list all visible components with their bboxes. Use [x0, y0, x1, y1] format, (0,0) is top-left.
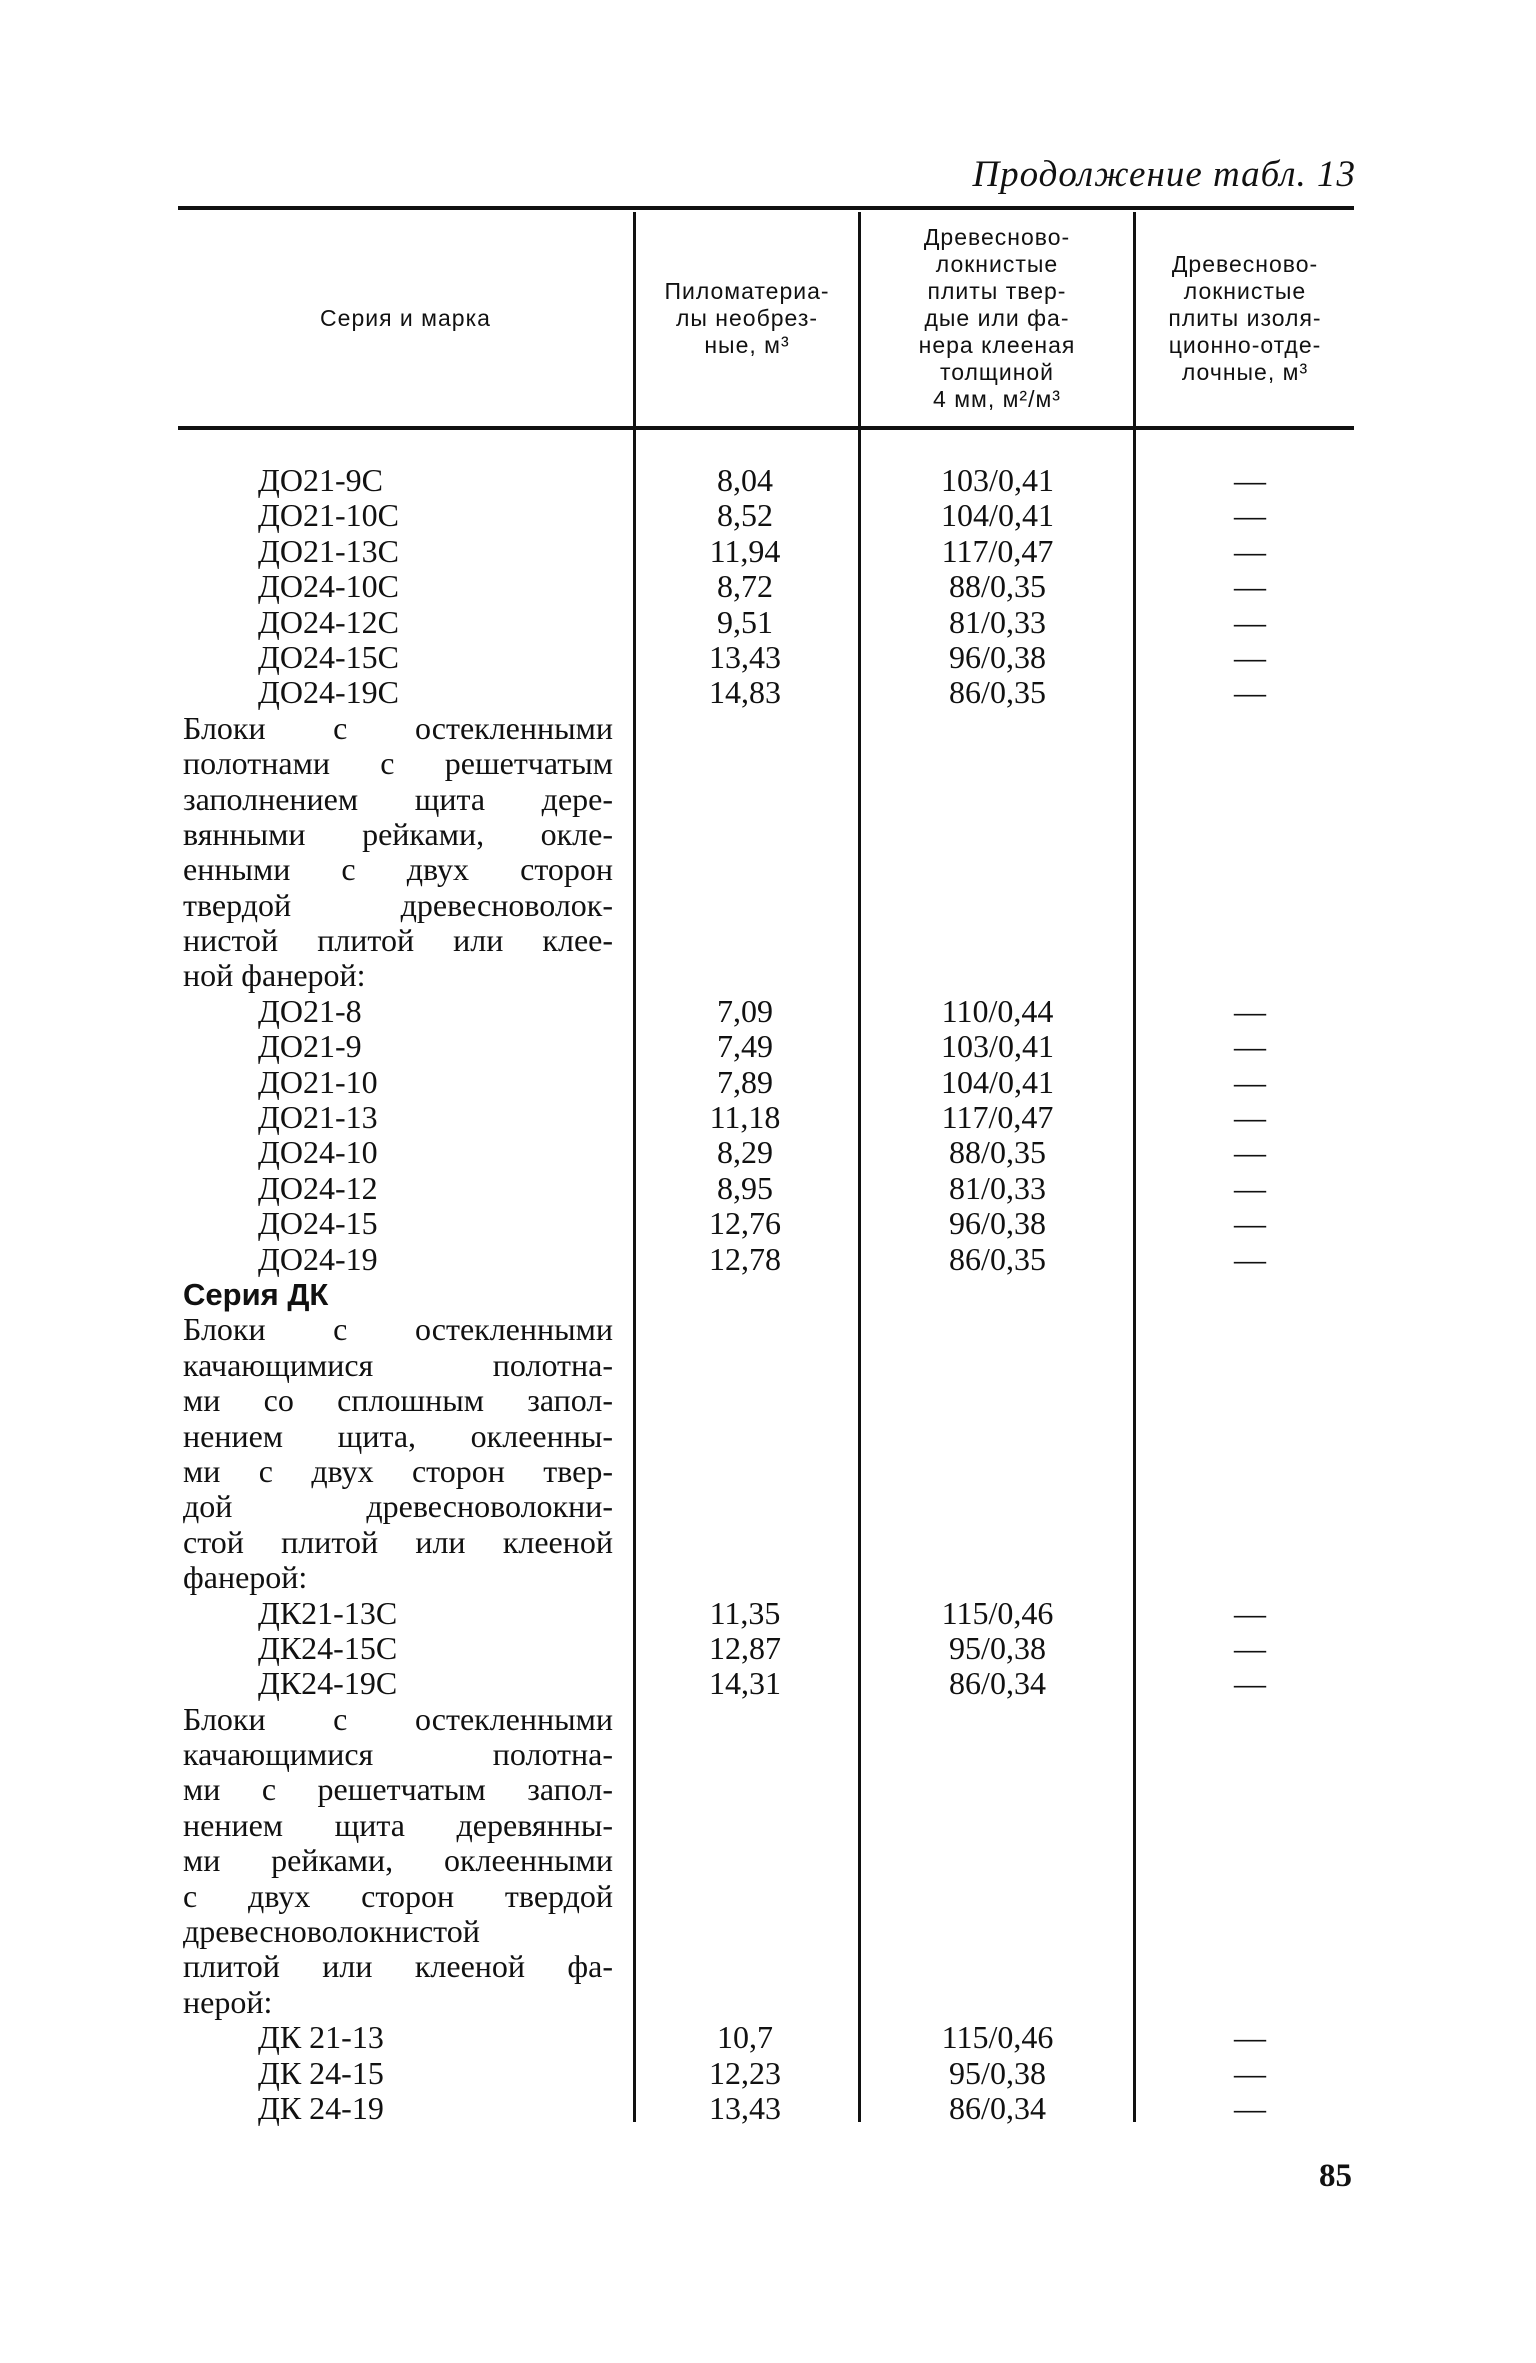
insulating-fiberboard-value: — [1234, 992, 1266, 1029]
hard-fiberboard-value: 104/0,41 [941, 497, 1054, 534]
lumber-value: 10,7 [717, 2019, 773, 2056]
table-row [0, 498, 1536, 533]
table-row [0, 640, 1536, 675]
insulating-fiberboard-value: — [1234, 1028, 1266, 1065]
lumber-value: 7,89 [717, 1063, 773, 1100]
description-line: ной фанерой: [183, 957, 366, 994]
table-row [0, 1843, 1536, 1878]
header-lumber-text: Пиломатериа- лы необрез- ные, м³ [664, 277, 830, 358]
description-line: енными с двух сторон [183, 851, 613, 888]
insulating-fiberboard-value: — [1234, 1134, 1266, 1171]
description-line: Блоки с остекленными [183, 709, 613, 746]
description-line: нерой: [183, 1983, 273, 2020]
insulating-fiberboard-value: — [1234, 603, 1266, 640]
table-row [0, 1596, 1536, 1631]
description-line: дой древесноволокни- [183, 1488, 613, 1525]
table-row [0, 1065, 1536, 1100]
mark-name: ДО21-13 [258, 1099, 378, 1136]
mark-name: ДК 21-13 [258, 2019, 384, 2056]
mark-name: ДК 24-19 [258, 2089, 384, 2126]
lumber-value: 9,51 [717, 603, 773, 640]
table-row [0, 1419, 1536, 1454]
description-line: качающимися полотна- [183, 1736, 613, 1773]
description-line: древесноволокнистой [183, 1913, 480, 1950]
insulating-fiberboard-value: — [1234, 674, 1266, 711]
lumber-value: 8,29 [717, 1134, 773, 1171]
table-row [0, 1631, 1536, 1666]
table-row [0, 1383, 1536, 1418]
lumber-value: 12,78 [709, 1240, 781, 1277]
insulating-fiberboard-value: — [1234, 532, 1266, 569]
hard-fiberboard-value: 95/0,38 [949, 2054, 1046, 2091]
mark-name: ДО24-12 [258, 1169, 378, 1206]
table-row [0, 817, 1536, 852]
lumber-value: 7,49 [717, 1028, 773, 1065]
table-row [0, 782, 1536, 817]
description-line: плитой или клееной фа- [183, 1948, 613, 1985]
table-row [0, 1808, 1536, 1843]
mark-name: ДО21-10С [258, 497, 399, 534]
lumber-value: 14,83 [709, 674, 781, 711]
mark-name: ДО24-19С [258, 674, 399, 711]
lumber-value: 8,04 [717, 462, 773, 498]
hard-fiberboard-value: 103/0,41 [941, 1028, 1054, 1065]
insulating-fiberboard-value: — [1234, 568, 1266, 605]
table-row [0, 1100, 1536, 1135]
description-line: ми рейками, оклеенными [183, 1842, 613, 1879]
mark-name: ДО24-12С [258, 603, 399, 640]
hard-fiberboard-value: 86/0,35 [949, 1240, 1046, 1277]
mark-name: ДО21-8 [258, 992, 362, 1029]
insulating-fiberboard-value: — [1234, 1240, 1266, 1277]
table-row [0, 1277, 1536, 1312]
mark-name: ДК21-13С [258, 1594, 398, 1631]
table-row [0, 1206, 1536, 1241]
lumber-value: 8,95 [717, 1169, 773, 1206]
insulating-fiberboard-value: — [1234, 1169, 1266, 1206]
hard-fiberboard-value: 86/0,34 [949, 2089, 1046, 2126]
lumber-value: 13,43 [709, 638, 781, 675]
mark-name: ДО21-9 [258, 1028, 362, 1065]
table-row [0, 888, 1536, 923]
insulating-fiberboard-value: — [1234, 2089, 1266, 2126]
insulating-fiberboard-value: — [1234, 1099, 1266, 1136]
insulating-fiberboard-value: — [1234, 462, 1266, 498]
header-hard-fiberboard-text: Древесново- локнистые плиты твер- дые или фа- нера клееная толщиной 4 мм, м²/м³ [918, 223, 1076, 412]
header-insulating-fiberboard [1136, 212, 1354, 424]
hard-fiberboard-value: 103/0,41 [941, 462, 1054, 498]
table-row [0, 711, 1536, 746]
hard-fiberboard-value: 95/0,38 [949, 1629, 1046, 1666]
description-line: твердой древесноволок- [183, 886, 613, 923]
insulating-fiberboard-value: — [1234, 2054, 1266, 2091]
insulating-fiberboard-value: — [1234, 1063, 1266, 1100]
hard-fiberboard-value: 96/0,38 [949, 1205, 1046, 1242]
hard-fiberboard-value: 110/0,44 [941, 992, 1054, 1029]
table-row [0, 2020, 1536, 2055]
table-row [0, 1879, 1536, 1914]
hard-fiberboard-value: 81/0,33 [949, 603, 1046, 640]
hard-fiberboard-value: 96/0,38 [949, 638, 1046, 675]
hard-fiberboard-value: 88/0,35 [949, 568, 1046, 605]
mark-name: ДК24-15С [258, 1629, 398, 1666]
insulating-fiberboard-value: — [1234, 638, 1266, 675]
header-hard-fiberboard [861, 212, 1133, 424]
lumber-value: 11,35 [709, 1594, 781, 1631]
mark-name: ДО24-15 [258, 1205, 378, 1242]
mark-name: ДО24-15С [258, 638, 399, 675]
table-row [0, 1242, 1536, 1277]
insulating-fiberboard-value: — [1234, 1594, 1266, 1631]
table-row [0, 1171, 1536, 1206]
header-series-and-mark [178, 212, 633, 424]
table-row [0, 1949, 1536, 1984]
hard-fiberboard-value: 88/0,35 [949, 1134, 1046, 1171]
table-row [0, 675, 1536, 710]
table-row [0, 534, 1536, 569]
description-line: нением щита, оклеенны- [183, 1417, 613, 1454]
description-line: стой плитой или клееной [183, 1523, 613, 1560]
mark-name: ДК 24-15 [258, 2054, 384, 2091]
table-row [0, 1772, 1536, 1807]
description-line: Блоки с остекленными [183, 1700, 613, 1737]
table-row [0, 1666, 1536, 1701]
hard-fiberboard-value: 104/0,41 [941, 1063, 1054, 1100]
table-row [0, 1029, 1536, 1064]
insulating-fiberboard-value: — [1234, 2019, 1266, 2056]
mark-name: ДО24-10 [258, 1134, 378, 1171]
description-line: ми со сплошным запол- [183, 1382, 613, 1419]
table-row [0, 1914, 1536, 1949]
table-row [0, 569, 1536, 604]
table-row [0, 1489, 1536, 1524]
header-series-and-mark-text: Серия и марка [320, 304, 491, 331]
hard-fiberboard-value: 81/0,33 [949, 1169, 1046, 1206]
hard-fiberboard-value: 86/0,34 [949, 1665, 1046, 1702]
description-line: вянными рейками, окле- [183, 815, 613, 852]
description-line: Блоки с остекленными [183, 1311, 613, 1348]
mark-name: ДО21-9С [258, 462, 383, 498]
lumber-value: 7,09 [717, 992, 773, 1029]
hard-fiberboard-value: 115/0,46 [941, 1594, 1054, 1631]
table-top-rule [178, 206, 1354, 210]
table-row [0, 958, 1536, 993]
insulating-fiberboard-value: — [1234, 497, 1266, 534]
table-row [0, 1737, 1536, 1772]
table-row [0, 463, 1536, 498]
mark-name: ДО21-13С [258, 532, 399, 569]
lumber-value: 12,76 [709, 1205, 781, 1242]
hard-fiberboard-value: 115/0,46 [941, 2019, 1054, 2056]
table-row [0, 1560, 1536, 1595]
description-line: нением щита деревянны- [183, 1806, 613, 1843]
lumber-value: 8,72 [717, 568, 773, 605]
mark-name: ДО21-10 [258, 1063, 378, 1100]
insulating-fiberboard-value: — [1234, 1665, 1266, 1702]
lumber-value: 11,94 [709, 532, 781, 569]
header-lumber [636, 212, 858, 424]
description-line: с двух сторон твердой [183, 1877, 613, 1914]
lumber-value: 11,18 [709, 1099, 781, 1136]
lumber-value: 14,31 [709, 1665, 781, 1702]
lumber-value: 12,23 [709, 2054, 781, 2091]
mark-name: ДО24-19 [258, 1240, 378, 1277]
table-row [0, 2091, 1536, 2126]
lumber-value: 8,52 [717, 497, 773, 534]
table-row [0, 852, 1536, 887]
mark-name: ДК24-19С [258, 1665, 398, 1702]
mark-name: ДО24-10С [258, 568, 399, 605]
table-row [0, 746, 1536, 781]
description-line: нистой плитой или клее- [183, 922, 613, 959]
table-row [0, 923, 1536, 958]
table-row [0, 1312, 1536, 1347]
description-line: ми с двух сторон твер- [183, 1452, 613, 1489]
lumber-value: 13,43 [709, 2089, 781, 2126]
hard-fiberboard-value: 117/0,47 [941, 532, 1054, 569]
table-row [0, 1454, 1536, 1489]
table-row [0, 1985, 1536, 2020]
lumber-value: 12,87 [709, 1629, 781, 1666]
description-line: ми с решетчатым запол- [183, 1771, 613, 1808]
table-row [0, 2056, 1536, 2091]
section-heading: Серия ДК [183, 1276, 329, 1312]
description-line: качающимися полотна- [183, 1346, 613, 1383]
insulating-fiberboard-value: — [1234, 1205, 1266, 1242]
description-line: фанерой: [183, 1559, 308, 1596]
table-header-rule [178, 426, 1354, 430]
insulating-fiberboard-value: — [1234, 1629, 1266, 1666]
table-row [0, 994, 1536, 1029]
description-line: заполнением щита дере- [183, 780, 613, 817]
table-row [0, 1348, 1536, 1383]
table-row [0, 1702, 1536, 1737]
header-insulating-fiberboard-text: Древесново- локнистые плиты изоля- ционно-отде- лочные, м³ [1168, 250, 1322, 385]
table-row [0, 1525, 1536, 1560]
table-body [0, 463, 1536, 2126]
table-continuation-label: Продолжение табл. 13 [972, 154, 1356, 195]
description-line: полотнами с решетчатым [183, 745, 613, 782]
table-row [0, 605, 1536, 640]
hard-fiberboard-value: 86/0,35 [949, 674, 1046, 711]
page-number: 85 [1319, 2158, 1352, 2194]
hard-fiberboard-value: 117/0,47 [941, 1099, 1054, 1136]
table-row [0, 1135, 1536, 1170]
